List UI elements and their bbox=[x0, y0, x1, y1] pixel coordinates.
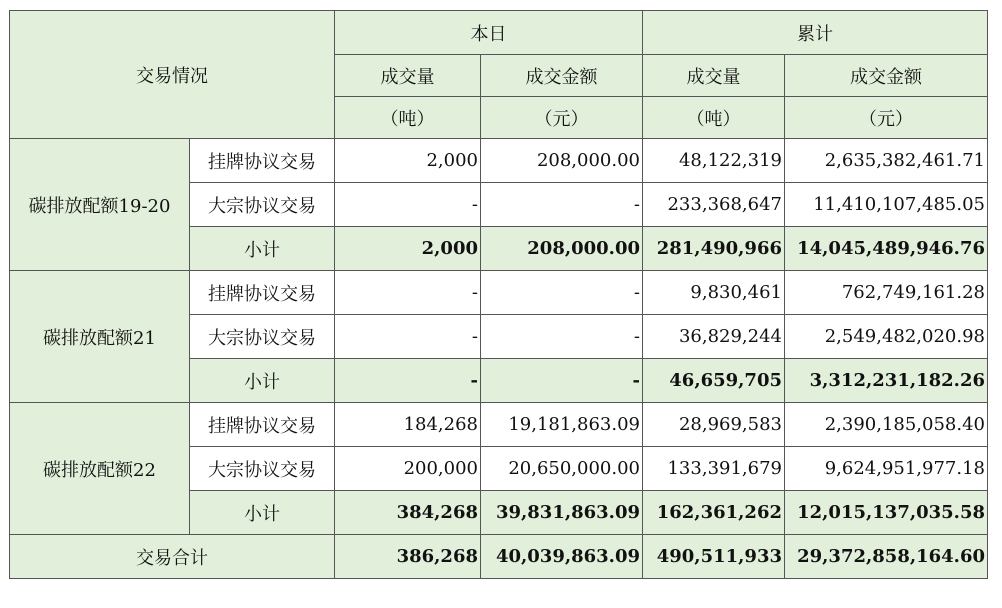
header-today-amount-unit: （元） bbox=[481, 97, 643, 139]
subtotal-label: 小计 bbox=[190, 491, 335, 535]
group-name: 碳排放配额19-20 bbox=[10, 139, 190, 271]
header-cumulative-volume-unit: （吨） bbox=[643, 97, 785, 139]
cumulative-volume-cell: 9,830,461 bbox=[643, 271, 785, 315]
header-today-group: 本日 bbox=[335, 11, 643, 55]
today-volume-cell: - bbox=[335, 315, 481, 359]
today-volume-cell: 384,268 bbox=[335, 491, 481, 535]
header-today-volume: 成交量 bbox=[335, 55, 481, 97]
trading-summary-table bbox=[9, 10, 988, 579]
today-amount-cell: 208,000.00 bbox=[481, 227, 643, 271]
today-amount-cell: 20,650,000.00 bbox=[481, 447, 643, 491]
today-amount-cell: 208,000.00 bbox=[481, 139, 643, 183]
cumulative-volume-cell: 48,122,319 bbox=[643, 139, 785, 183]
cumulative-amount-cell: 14,045,489,946.76 bbox=[785, 227, 988, 271]
header-today-volume-unit: （吨） bbox=[335, 97, 481, 139]
total-label: 交易合计 bbox=[10, 535, 335, 579]
today-volume-cell: - bbox=[335, 359, 481, 403]
total-cumulative-amount: 29,372,858,164.60 bbox=[785, 535, 988, 579]
cumulative-volume-cell: 133,391,679 bbox=[643, 447, 785, 491]
cumulative-amount-cell: 2,635,382,461.71 bbox=[785, 139, 988, 183]
cumulative-amount-cell: 3,312,231,182.26 bbox=[785, 359, 988, 403]
trade-type: 挂牌协议交易 bbox=[190, 139, 335, 183]
trade-type: 大宗协议交易 bbox=[190, 447, 335, 491]
cumulative-amount-cell: 2,549,482,020.98 bbox=[785, 315, 988, 359]
total-today-amount: 40,039,863.09 bbox=[481, 535, 643, 579]
trading-summary-table-container bbox=[9, 10, 988, 579]
total-row bbox=[10, 535, 988, 579]
cumulative-volume-cell: 281,490,966 bbox=[643, 227, 785, 271]
group-name: 碳排放配额21 bbox=[10, 271, 190, 403]
cumulative-volume-cell: 46,659,705 bbox=[643, 359, 785, 403]
cumulative-volume-cell: 28,969,583 bbox=[643, 403, 785, 447]
today-amount-cell: - bbox=[481, 359, 643, 403]
today-amount-cell: - bbox=[481, 271, 643, 315]
cumulative-amount-cell: 762,749,161.28 bbox=[785, 271, 988, 315]
trade-type: 挂牌协议交易 bbox=[190, 403, 335, 447]
subtotal-label: 小计 bbox=[190, 359, 335, 403]
header-cumulative-volume: 成交量 bbox=[643, 55, 785, 97]
header-today-amount: 成交金额 bbox=[481, 55, 643, 97]
total-cumulative-volume: 490,511,933 bbox=[643, 535, 785, 579]
table-row bbox=[10, 403, 988, 447]
table-row bbox=[10, 271, 988, 315]
today-volume-cell: - bbox=[335, 271, 481, 315]
table-row bbox=[10, 139, 988, 183]
today-amount-cell: 19,181,863.09 bbox=[481, 403, 643, 447]
subtotal-label: 小计 bbox=[190, 227, 335, 271]
header-cumulative-group: 累计 bbox=[643, 11, 988, 55]
header-cumulative-amount-unit: （元） bbox=[785, 97, 988, 139]
trade-type: 大宗协议交易 bbox=[190, 183, 335, 227]
cumulative-amount-cell: 11,410,107,485.05 bbox=[785, 183, 988, 227]
today-volume-cell: 184,268 bbox=[335, 403, 481, 447]
cumulative-volume-cell: 36,829,244 bbox=[643, 315, 785, 359]
cumulative-volume-cell: 162,361,262 bbox=[643, 491, 785, 535]
header-cumulative-amount: 成交金额 bbox=[785, 55, 988, 97]
today-amount-cell: - bbox=[481, 183, 643, 227]
total-today-volume: 386,268 bbox=[335, 535, 481, 579]
trade-type: 大宗协议交易 bbox=[190, 315, 335, 359]
today-volume-cell: 200,000 bbox=[335, 447, 481, 491]
today-volume-cell: - bbox=[335, 183, 481, 227]
header-trading-situation: 交易情况 bbox=[10, 11, 335, 139]
today-amount-cell: - bbox=[481, 315, 643, 359]
today-volume-cell: 2,000 bbox=[335, 139, 481, 183]
group-name: 碳排放配额22 bbox=[10, 403, 190, 535]
cumulative-amount-cell: 12,015,137,035.58 bbox=[785, 491, 988, 535]
today-volume-cell: 2,000 bbox=[335, 227, 481, 271]
today-amount-cell: 39,831,863.09 bbox=[481, 491, 643, 535]
cumulative-amount-cell: 9,624,951,977.18 bbox=[785, 447, 988, 491]
cumulative-amount-cell: 2,390,185,058.40 bbox=[785, 403, 988, 447]
trade-type: 挂牌协议交易 bbox=[190, 271, 335, 315]
cumulative-volume-cell: 233,368,647 bbox=[643, 183, 785, 227]
